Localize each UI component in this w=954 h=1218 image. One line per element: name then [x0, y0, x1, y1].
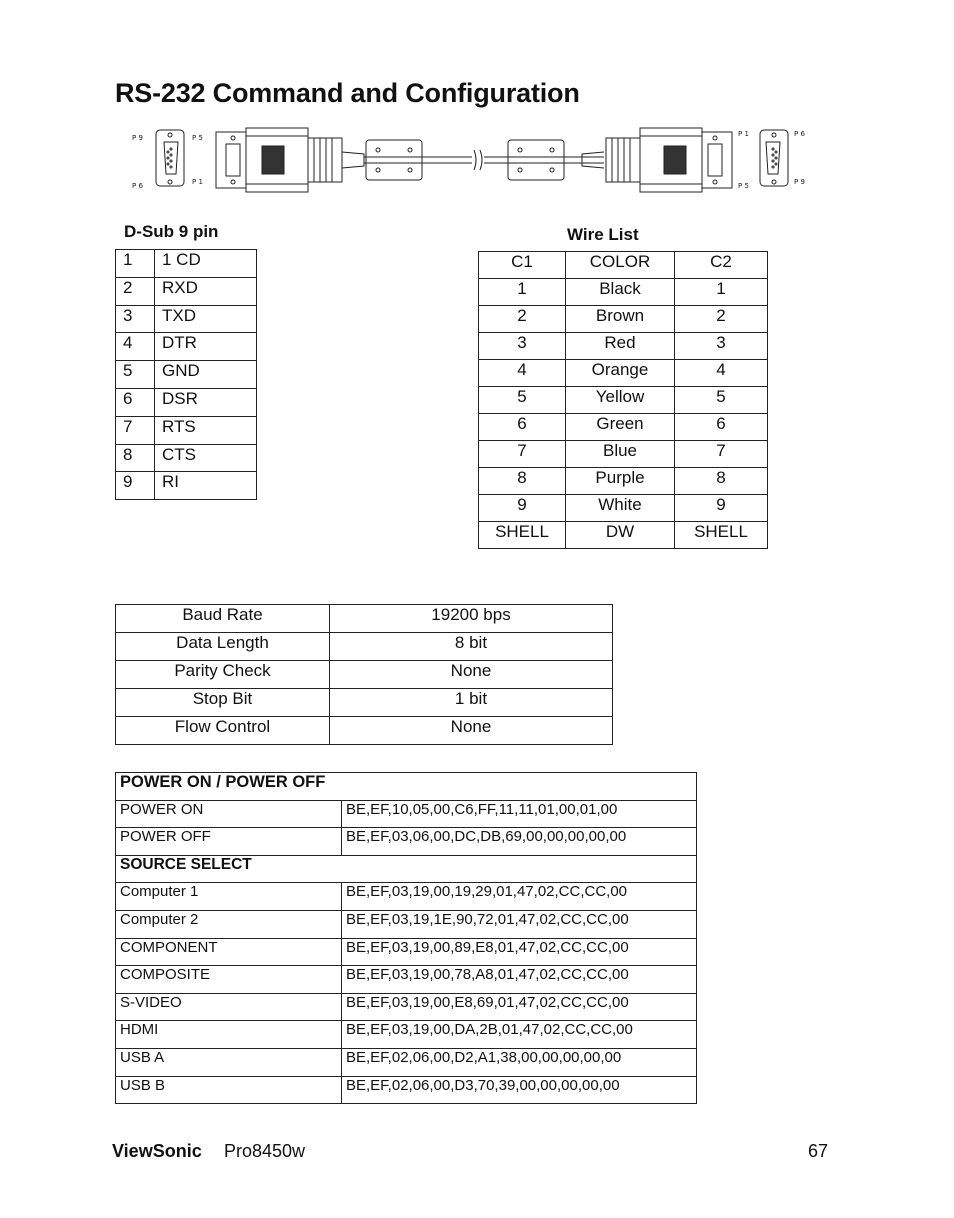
pin-signal: TXD	[155, 305, 257, 333]
table-row	[479, 360, 768, 387]
setting-label: Baud Rate	[116, 605, 330, 633]
c2-cell: 1	[675, 279, 768, 306]
c2-cell: 9	[675, 495, 768, 522]
command-name: USB A	[116, 1048, 342, 1076]
table-row	[116, 966, 697, 994]
color-cell: Purple	[566, 468, 675, 495]
pin-signal: RI	[155, 472, 257, 500]
setting-value: None	[330, 717, 613, 745]
dsub-pin-table	[115, 249, 257, 500]
table-row	[479, 468, 768, 495]
pin-label: P 9	[132, 134, 143, 142]
color-cell: Black	[566, 279, 675, 306]
table-row	[116, 305, 257, 333]
table-row	[116, 388, 257, 416]
pin-label: P 5	[738, 182, 749, 190]
pin-number: 1	[116, 250, 155, 278]
table-row	[116, 717, 613, 745]
color-cell: Green	[566, 414, 675, 441]
c1-cell: 9	[479, 495, 566, 522]
wire-list-table	[478, 251, 768, 549]
pin-number: 3	[116, 305, 155, 333]
table-row	[116, 1076, 697, 1104]
table-row	[116, 661, 613, 689]
color-cell: DW	[566, 522, 675, 549]
color-cell: Orange	[566, 360, 675, 387]
pin-label: P 6	[794, 130, 805, 138]
table-row	[116, 883, 697, 911]
color-cell: Red	[566, 333, 675, 360]
section-title-source: SOURCE SELECT	[116, 855, 697, 883]
table-row	[116, 1021, 697, 1049]
column-header: C1	[479, 252, 566, 279]
table-row	[479, 495, 768, 522]
table-row	[479, 387, 768, 414]
c1-cell: 3	[479, 333, 566, 360]
command-code: BE,EF,03,06,00,DC,DB,69,00,00,00,00,00	[342, 828, 697, 856]
table-row	[116, 938, 697, 966]
table-row	[479, 522, 768, 549]
table-row	[479, 414, 768, 441]
command-name: S-VIDEO	[116, 993, 342, 1021]
color-cell: Blue	[566, 441, 675, 468]
pin-label: P 1	[738, 130, 749, 138]
color-cell: Brown	[566, 306, 675, 333]
table-row	[116, 633, 613, 661]
command-code: BE,EF,03,19,00,78,A8,01,47,02,CC,CC,00	[342, 966, 697, 994]
section-title-power: POWER ON / POWER OFF	[116, 773, 697, 801]
left-connector-face	[156, 130, 184, 186]
table-row	[116, 993, 697, 1021]
c2-cell: 5	[675, 387, 768, 414]
table-row	[116, 1048, 697, 1076]
setting-label: Data Length	[116, 633, 330, 661]
table-row	[116, 689, 613, 717]
pin-signal: DSR	[155, 388, 257, 416]
setting-value: None	[330, 661, 613, 689]
c1-cell: 4	[479, 360, 566, 387]
c1-cell: 5	[479, 387, 566, 414]
command-code: BE,EF,02,06,00,D2,A1,38,00,00,00,00,00	[342, 1048, 697, 1076]
c1-cell: 1	[479, 279, 566, 306]
pin-number: 6	[116, 388, 155, 416]
command-name: COMPOSITE	[116, 966, 342, 994]
footer-brand: ViewSonic	[112, 1141, 202, 1161]
pin-label: P 6	[132, 182, 143, 190]
serial-settings-table	[115, 604, 613, 745]
c2-cell: 7	[675, 441, 768, 468]
setting-label: Flow Control	[116, 717, 330, 745]
command-name: COMPONENT	[116, 938, 342, 966]
table-row	[116, 605, 613, 633]
footer-model: Pro8450w	[224, 1141, 306, 1161]
color-cell: White	[566, 495, 675, 522]
pin-signal: DTR	[155, 333, 257, 361]
c2-cell: 8	[675, 468, 768, 495]
c1-cell: 6	[479, 414, 566, 441]
table-row	[116, 333, 257, 361]
wire-list-caption: Wire List	[567, 225, 639, 244]
pin-number: 8	[116, 444, 155, 472]
column-header: COLOR	[566, 252, 675, 279]
table-row	[116, 444, 257, 472]
table-row	[116, 250, 257, 278]
pin-signal: RXD	[155, 277, 257, 305]
c2-cell: 6	[675, 414, 768, 441]
command-name: Computer 2	[116, 910, 342, 938]
command-name: HDMI	[116, 1021, 342, 1049]
pin-signal: CTS	[155, 444, 257, 472]
table-row	[479, 306, 768, 333]
c1-cell: SHELL	[479, 522, 566, 549]
left-connector-body	[216, 128, 364, 192]
pin-signal: GND	[155, 361, 257, 389]
command-name: Computer 1	[116, 883, 342, 911]
table-row	[116, 828, 697, 856]
command-code: BE,EF,03,19,00,DA,2B,01,47,02,CC,CC,00	[342, 1021, 697, 1049]
pin-number: 4	[116, 333, 155, 361]
setting-label: Stop Bit	[116, 689, 330, 717]
command-code: BE,EF,03,19,00,E8,69,01,47,02,CC,CC,00	[342, 993, 697, 1021]
table-row	[479, 279, 768, 306]
pin-signal: RTS	[155, 416, 257, 444]
c2-cell: 2	[675, 306, 768, 333]
command-code: BE,EF,03,19,00,19,29,01,47,02,CC,CC,00	[342, 883, 697, 911]
table-row	[116, 910, 697, 938]
table-row	[116, 416, 257, 444]
rs232-cable-illustration	[128, 122, 816, 198]
c2-cell: 4	[675, 360, 768, 387]
right-connector-face	[760, 130, 788, 186]
pin-number: 5	[116, 361, 155, 389]
section-row	[116, 773, 697, 801]
table-row	[479, 333, 768, 360]
c1-cell: 8	[479, 468, 566, 495]
setting-value: 8 bit	[330, 633, 613, 661]
pin-number: 7	[116, 416, 155, 444]
pin-label: P 5	[192, 134, 203, 142]
setting-value: 19200 bps	[330, 605, 613, 633]
command-name: POWER ON	[116, 800, 342, 828]
command-name: USB B	[116, 1076, 342, 1104]
command-code: BE,EF,03,19,1E,90,72,01,47,02,CC,CC,00	[342, 910, 697, 938]
section-row	[116, 855, 697, 883]
table-row	[479, 441, 768, 468]
setting-label: Parity Check	[116, 661, 330, 689]
setting-value: 1 bit	[330, 689, 613, 717]
dsub-caption: D-Sub 9 pin	[124, 222, 219, 241]
c2-cell: 3	[675, 333, 768, 360]
pin-number: 2	[116, 277, 155, 305]
table-row	[116, 361, 257, 389]
command-name: POWER OFF	[116, 828, 342, 856]
command-code: BE,EF,10,05,00,C6,FF,11,11,01,00,01,00	[342, 800, 697, 828]
command-code: BE,EF,03,19,00,89,E8,01,47,02,CC,CC,00	[342, 938, 697, 966]
right-connector-body	[582, 128, 732, 192]
table-header-row	[479, 252, 768, 279]
page-number: 67	[808, 1141, 829, 1161]
pin-signal: 1 CD	[155, 250, 257, 278]
table-row	[116, 277, 257, 305]
command-table	[115, 772, 697, 1104]
pin-label: P 9	[794, 178, 805, 186]
page-title: RS-232 Command and Configuration	[115, 78, 580, 108]
color-cell: Yellow	[566, 387, 675, 414]
c2-cell: SHELL	[675, 522, 768, 549]
c1-cell: 2	[479, 306, 566, 333]
command-code: BE,EF,02,06,00,D3,70,39,00,00,00,00,00	[342, 1076, 697, 1104]
pin-number: 9	[116, 472, 155, 500]
pin-label: P 1	[192, 178, 203, 186]
table-row	[116, 472, 257, 500]
column-header: C2	[675, 252, 768, 279]
c1-cell: 7	[479, 441, 566, 468]
table-row	[116, 800, 697, 828]
